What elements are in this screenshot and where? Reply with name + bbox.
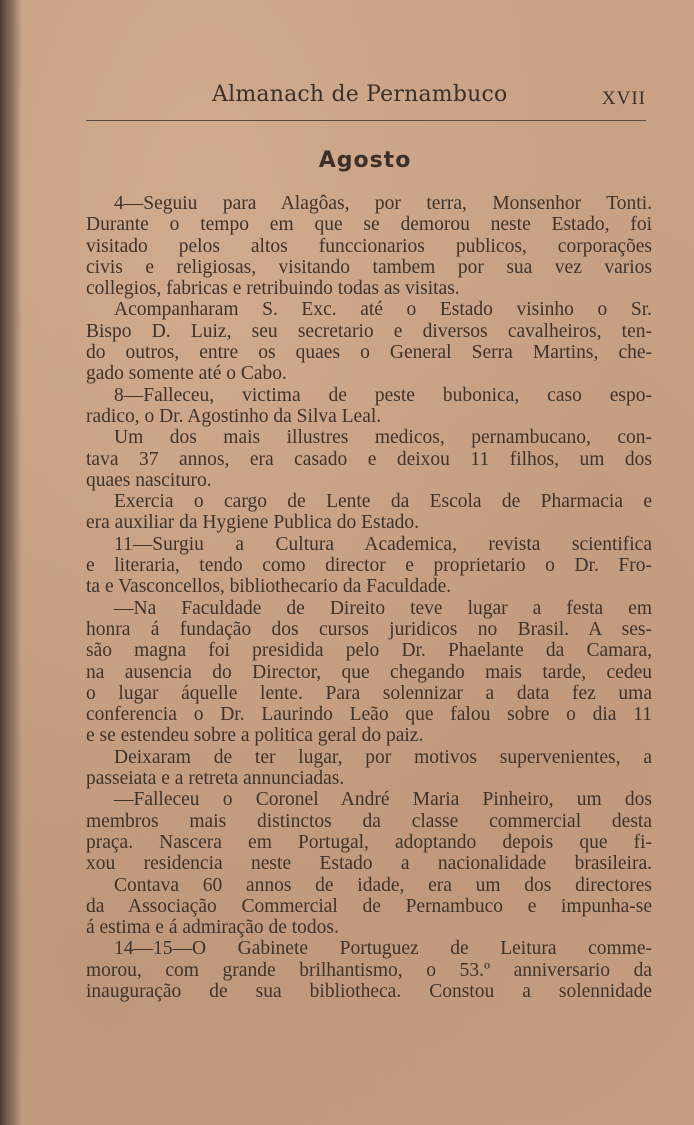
text-line: honra á fundação dos cursos juridicos no Brasil. A ses- [86, 618, 652, 640]
page-number: XVII [601, 88, 646, 109]
text-line: Acompanharam S. Exc. até o Estado visinho o Sr. [114, 299, 652, 321]
text-line: e literaria, tendo como director e proprietario o Dr. Fro- [86, 555, 652, 577]
text-line: radico, o Dr. Agostinho da Silva Leal. [86, 405, 382, 427]
text-line: do outros, entre os quaes o General Serra Martins, che- [86, 342, 652, 364]
text-line: era auxiliar da Hygiene Publica do Estado. [86, 512, 420, 534]
text-line: —Na Faculdade de Direito teve lugar a festa em [114, 597, 652, 619]
text-line: da Associação Commercial de Pernambuco e impunha-se [86, 895, 652, 917]
text-line: tava 37 annos, era casado e deixou 11 filhos, um dos [86, 448, 652, 470]
body-text [86, 193, 652, 1002]
header-rule [86, 120, 646, 121]
text-line: Um dos mais illustres medicos, pernambucano, con- [114, 427, 652, 449]
text-line: inauguração de sua bibliotheca. Constou a solennidade [86, 980, 652, 1002]
text-line: gado somente até o Cabo. [86, 363, 287, 385]
text-line: Bispo D. Luiz, seu secretario e diversos cavalheiros, ten- [86, 320, 652, 342]
text-line: visitado pelos altos funccionarios publicos, corporações [86, 235, 652, 257]
text-line: civis e religiosas, visitando tambem por sua vez varios [86, 256, 652, 278]
running-title: Almanach de Pernambuco [212, 82, 508, 107]
text-line: morou, com grande brilhantismo, o 53.º anniversario da [86, 959, 652, 981]
text-line: conferencia o Dr. Laurindo Leão que falou sobre o dia 11 [86, 704, 652, 726]
text-line: 11—Surgiu a Cultura Academica, revista scientifica [114, 533, 652, 555]
running-header [86, 82, 646, 122]
text-line: collegios, fabricas e retribuindo todas as visitas. [86, 278, 460, 300]
text-line: 14—15—O Gabinete Portuguez de Leitura comme- [114, 938, 652, 960]
text-line: á estima e á admiração de todos. [86, 917, 339, 939]
text-line: Contava 60 annos de idade, era um dos directores [114, 874, 652, 896]
text-line: o lugar áquelle lente. Para solennizar a data fez uma [86, 682, 652, 704]
text-line: xou residencia neste Estado a nacionalidade brasileira. [86, 853, 652, 875]
text-line: na ausencia do Director, que chegando mais tarde, cedeu [86, 661, 652, 683]
text-line: Deixaram de ter lugar, por motivos supervenientes, a [114, 746, 652, 768]
text-line: ta e Vasconcellos, bibliothecario da Faculdade. [86, 576, 452, 598]
text-line: praça. Nascera em Portugal, adoptando depois que fi- [86, 831, 652, 853]
text-line: Durante o tempo em que se demorou neste Estado, foi [86, 214, 652, 236]
text-line: membros mais distinctos da classe commercial desta [86, 810, 652, 832]
text-line: passeiata e a retreta annunciadas. [86, 768, 345, 790]
text-line: —Falleceu o Coronel André Maria Pinheiro, um dos [114, 789, 652, 811]
text-line: Exercia o cargo de Lente da Escola de Pharmacia e [114, 491, 652, 513]
text-line: 4—Seguiu para Alagôas, por terra, Monsenhor Tonti. [114, 193, 652, 214]
text-line: quaes nascituro. [86, 469, 212, 491]
text-line: e se estendeu sobre a politica geral do paiz. [86, 725, 424, 747]
text-line: 8—Falleceu, victima de peste bubonica, caso espo- [114, 384, 652, 406]
section-title: Agosto [318, 148, 412, 173]
text-line: são magna foi presidida pelo Dr. Phaelante da Camara, [86, 640, 652, 662]
